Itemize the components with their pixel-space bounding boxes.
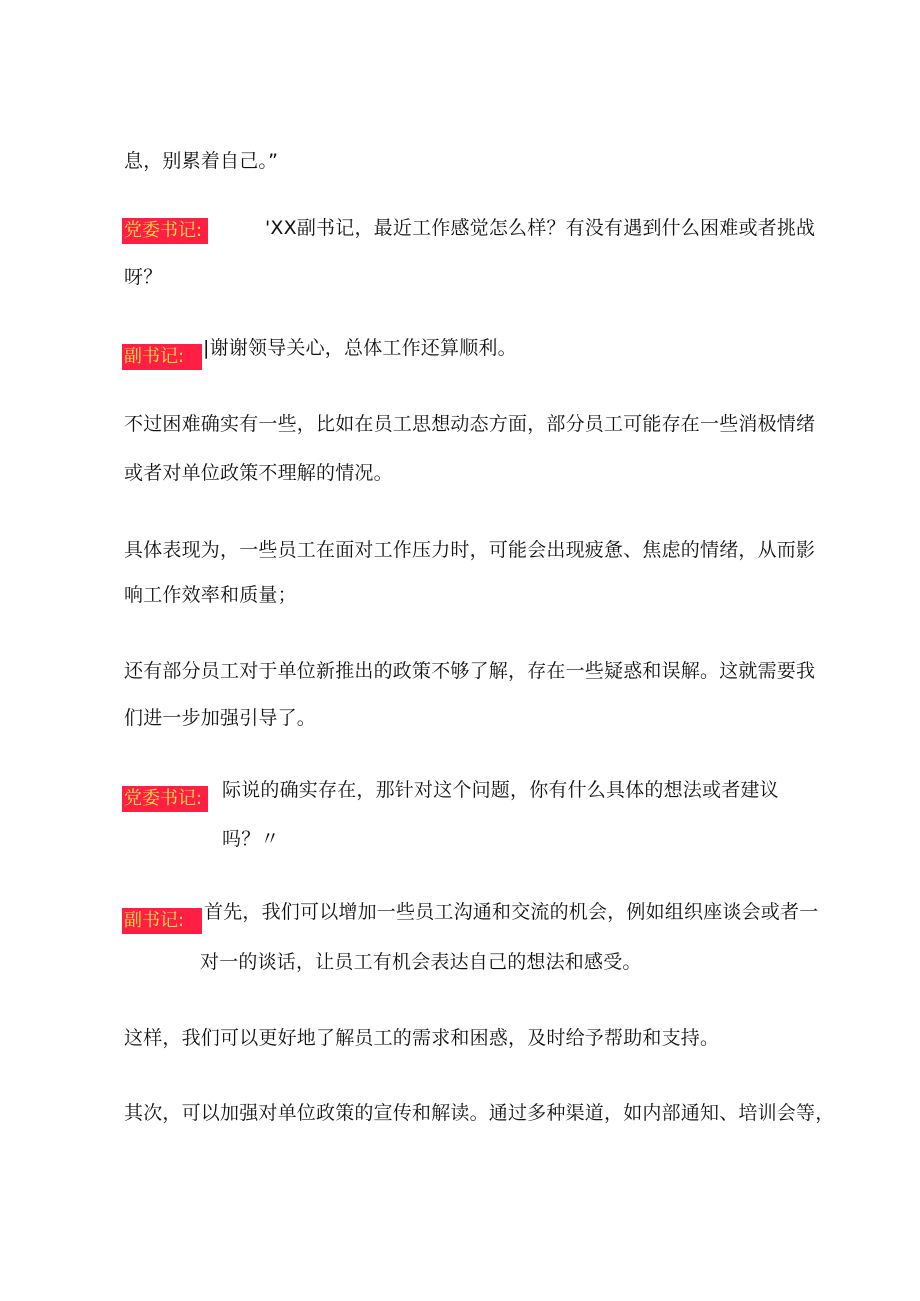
- speaker-label-secretary: 党委书记:: [122, 786, 208, 812]
- text-line: 这样，我们可以更好地了解员工的需求和困惑，及时给予帮助和支持。: [124, 1027, 720, 1049]
- text-line: 响工作效率和质量；: [124, 584, 297, 606]
- text-line: 对一的谈话，让员工有机会表达自己的想法和感受。: [200, 951, 642, 973]
- speaker-label-deputy: 副书记:: [122, 908, 202, 934]
- text-line: 息，别累着自己。”: [124, 150, 279, 172]
- text-line: 首先，我们可以增加一些员工沟通和交流的机会，例如组织座谈会或者一: [204, 901, 819, 923]
- text-line: 吗？〃: [222, 828, 280, 850]
- speaker-label-deputy: 副书记:: [122, 344, 202, 370]
- text-line: 或者对单位政策不理解的情况。: [124, 462, 393, 484]
- text-line: 具体表现为，一些员工在面对工作压力时，可能会出现疲惫、焦虑的情绪，从而影: [124, 539, 816, 561]
- text-line: 还有部分员工对于单位新推出的政策不够了解，存在一些疑惑和误解。这就需要我: [124, 660, 816, 682]
- text-line: 们进一步加强引导了。: [124, 707, 317, 729]
- text-line: |谢谢领导关心，总体工作还算顺利。: [203, 337, 517, 359]
- text-line: 呀？: [124, 266, 163, 288]
- text-line: 'XX副书记，最近工作感觉怎么样？有没有遇到什么困难或者挑战: [265, 217, 816, 239]
- text-line: 其次，可以加强对单位政策的宣传和解读。通过多种渠道，如内部通知、培训会等，: [124, 1102, 835, 1124]
- text-line: 际说的确实存在，那针对这个问题，你有什么具体的想法或者建议: [222, 779, 779, 801]
- text-line: 不过困难确实有一些，比如在员工思想动态方面，部分员工可能存在一些消极情绪: [124, 413, 816, 435]
- speaker-label-secretary: 党委书记:: [122, 218, 208, 244]
